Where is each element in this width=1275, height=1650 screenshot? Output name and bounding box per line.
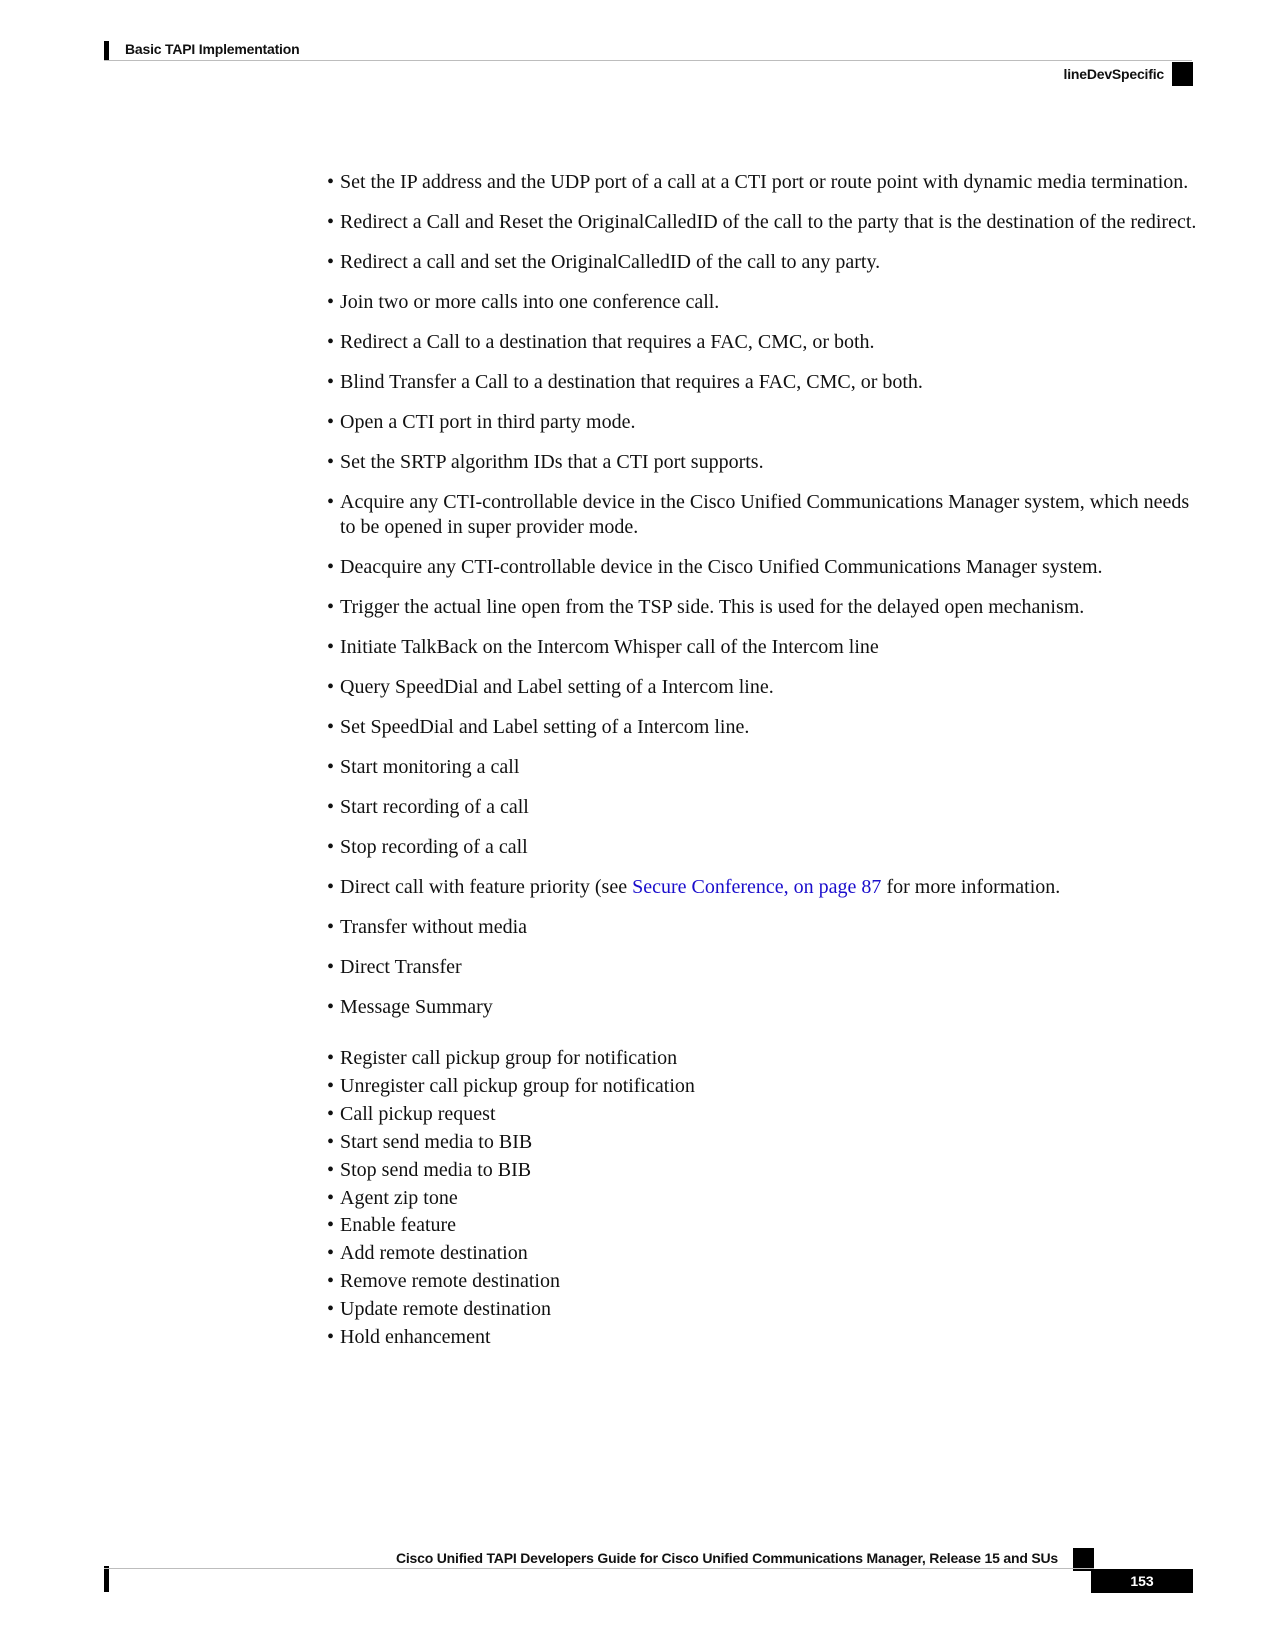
footer-rule bbox=[104, 1568, 1094, 1569]
priority-text-after: for more information. bbox=[881, 876, 1061, 898]
list-item: • Register call pickup group for notification bbox=[327, 1045, 1207, 1073]
list-item: • Transfer without media bbox=[327, 915, 1207, 940]
feature-list-compact bbox=[327, 1045, 1207, 1352]
list-item: • Direct Transfer bbox=[327, 955, 1207, 980]
list-item: • Set the SRTP algorithm IDs that a CTI port supports. bbox=[327, 450, 1207, 475]
list-item: • Remove remote destination bbox=[327, 1268, 1207, 1296]
list-item: • Start recording of a call bbox=[327, 795, 1207, 820]
list-item-priority bbox=[327, 875, 1207, 900]
list-item: • Message Summary bbox=[327, 995, 1207, 1020]
list-item: • Stop send media to BIB bbox=[327, 1157, 1207, 1185]
list-item: • Deacquire any CTI-controllable device in the Cisco Unified Communications Manager system. bbox=[327, 555, 1207, 580]
list-item: • Redirect a call and set the OriginalCalledID of the call to any party. bbox=[327, 250, 1207, 275]
page-number: 153 bbox=[1091, 1569, 1193, 1593]
list-item: • Set the IP address and the UDP port of a call at a CTI port or route point with dynamic media termination. bbox=[327, 170, 1207, 195]
list-item: • Start monitoring a call bbox=[327, 755, 1207, 780]
header-left-bar bbox=[104, 41, 109, 60]
list-item: • Acquire any CTI-controllable device in the Cisco Unified Communications Manager system, which needs to be opened in super provider mode. bbox=[327, 490, 1207, 540]
secure-conference-link[interactable]: Secure Conference, on page 87 bbox=[632, 876, 882, 898]
list-item: • Set SpeedDial and Label setting of a Intercom line. bbox=[327, 715, 1207, 740]
list-item: • Enable feature bbox=[327, 1212, 1207, 1240]
list-item: • Join two or more calls into one conference call. bbox=[327, 290, 1207, 315]
list-item: • Trigger the actual line open from the TSP side. This is used for the delayed open mechanism. bbox=[327, 595, 1207, 620]
list-item: • Start send media to BIB bbox=[327, 1129, 1207, 1157]
list-item: • Add remote destination bbox=[327, 1240, 1207, 1268]
list-item: • Unregister call pickup group for notification bbox=[327, 1073, 1207, 1101]
list-item: • Initiate TalkBack on the Intercom Whisper call of the Intercom line bbox=[327, 635, 1207, 660]
list-item: • Query SpeedDial and Label setting of a Intercom line. bbox=[327, 675, 1207, 700]
list-item: • Agent zip tone bbox=[327, 1185, 1207, 1213]
footer-left-bar bbox=[104, 1566, 109, 1592]
header-rule bbox=[104, 60, 1192, 61]
section-title: Basic TAPI Implementation bbox=[125, 41, 300, 57]
priority-text-before: Direct call with feature priority (see bbox=[340, 876, 633, 898]
feature-list bbox=[327, 170, 1207, 1035]
list-item: • Call pickup request bbox=[327, 1101, 1207, 1129]
list-item: • Redirect a Call and Reset the OriginalCalledID of the call to the party that is the destination of the redirect. bbox=[327, 210, 1207, 235]
list-item: • Redirect a Call to a destination that requires a FAC, CMC, or both. bbox=[327, 330, 1207, 355]
topic-title: lineDevSpecific bbox=[1063, 66, 1164, 82]
list-item: • Open a CTI port in third party mode. bbox=[327, 410, 1207, 435]
header-right-box bbox=[1172, 62, 1193, 86]
list-item: • Update remote destination bbox=[327, 1296, 1207, 1324]
list-item: • Hold enhancement bbox=[327, 1324, 1207, 1352]
footer-guide-title: Cisco Unified TAPI Developers Guide for Cisco Unified Communications Manager, Release 15 and SUs bbox=[395, 1550, 1058, 1566]
list-item: • Blind Transfer a Call to a destination that requires a FAC, CMC, or both. bbox=[327, 370, 1207, 395]
list-item: • Stop recording of a call bbox=[327, 835, 1207, 860]
